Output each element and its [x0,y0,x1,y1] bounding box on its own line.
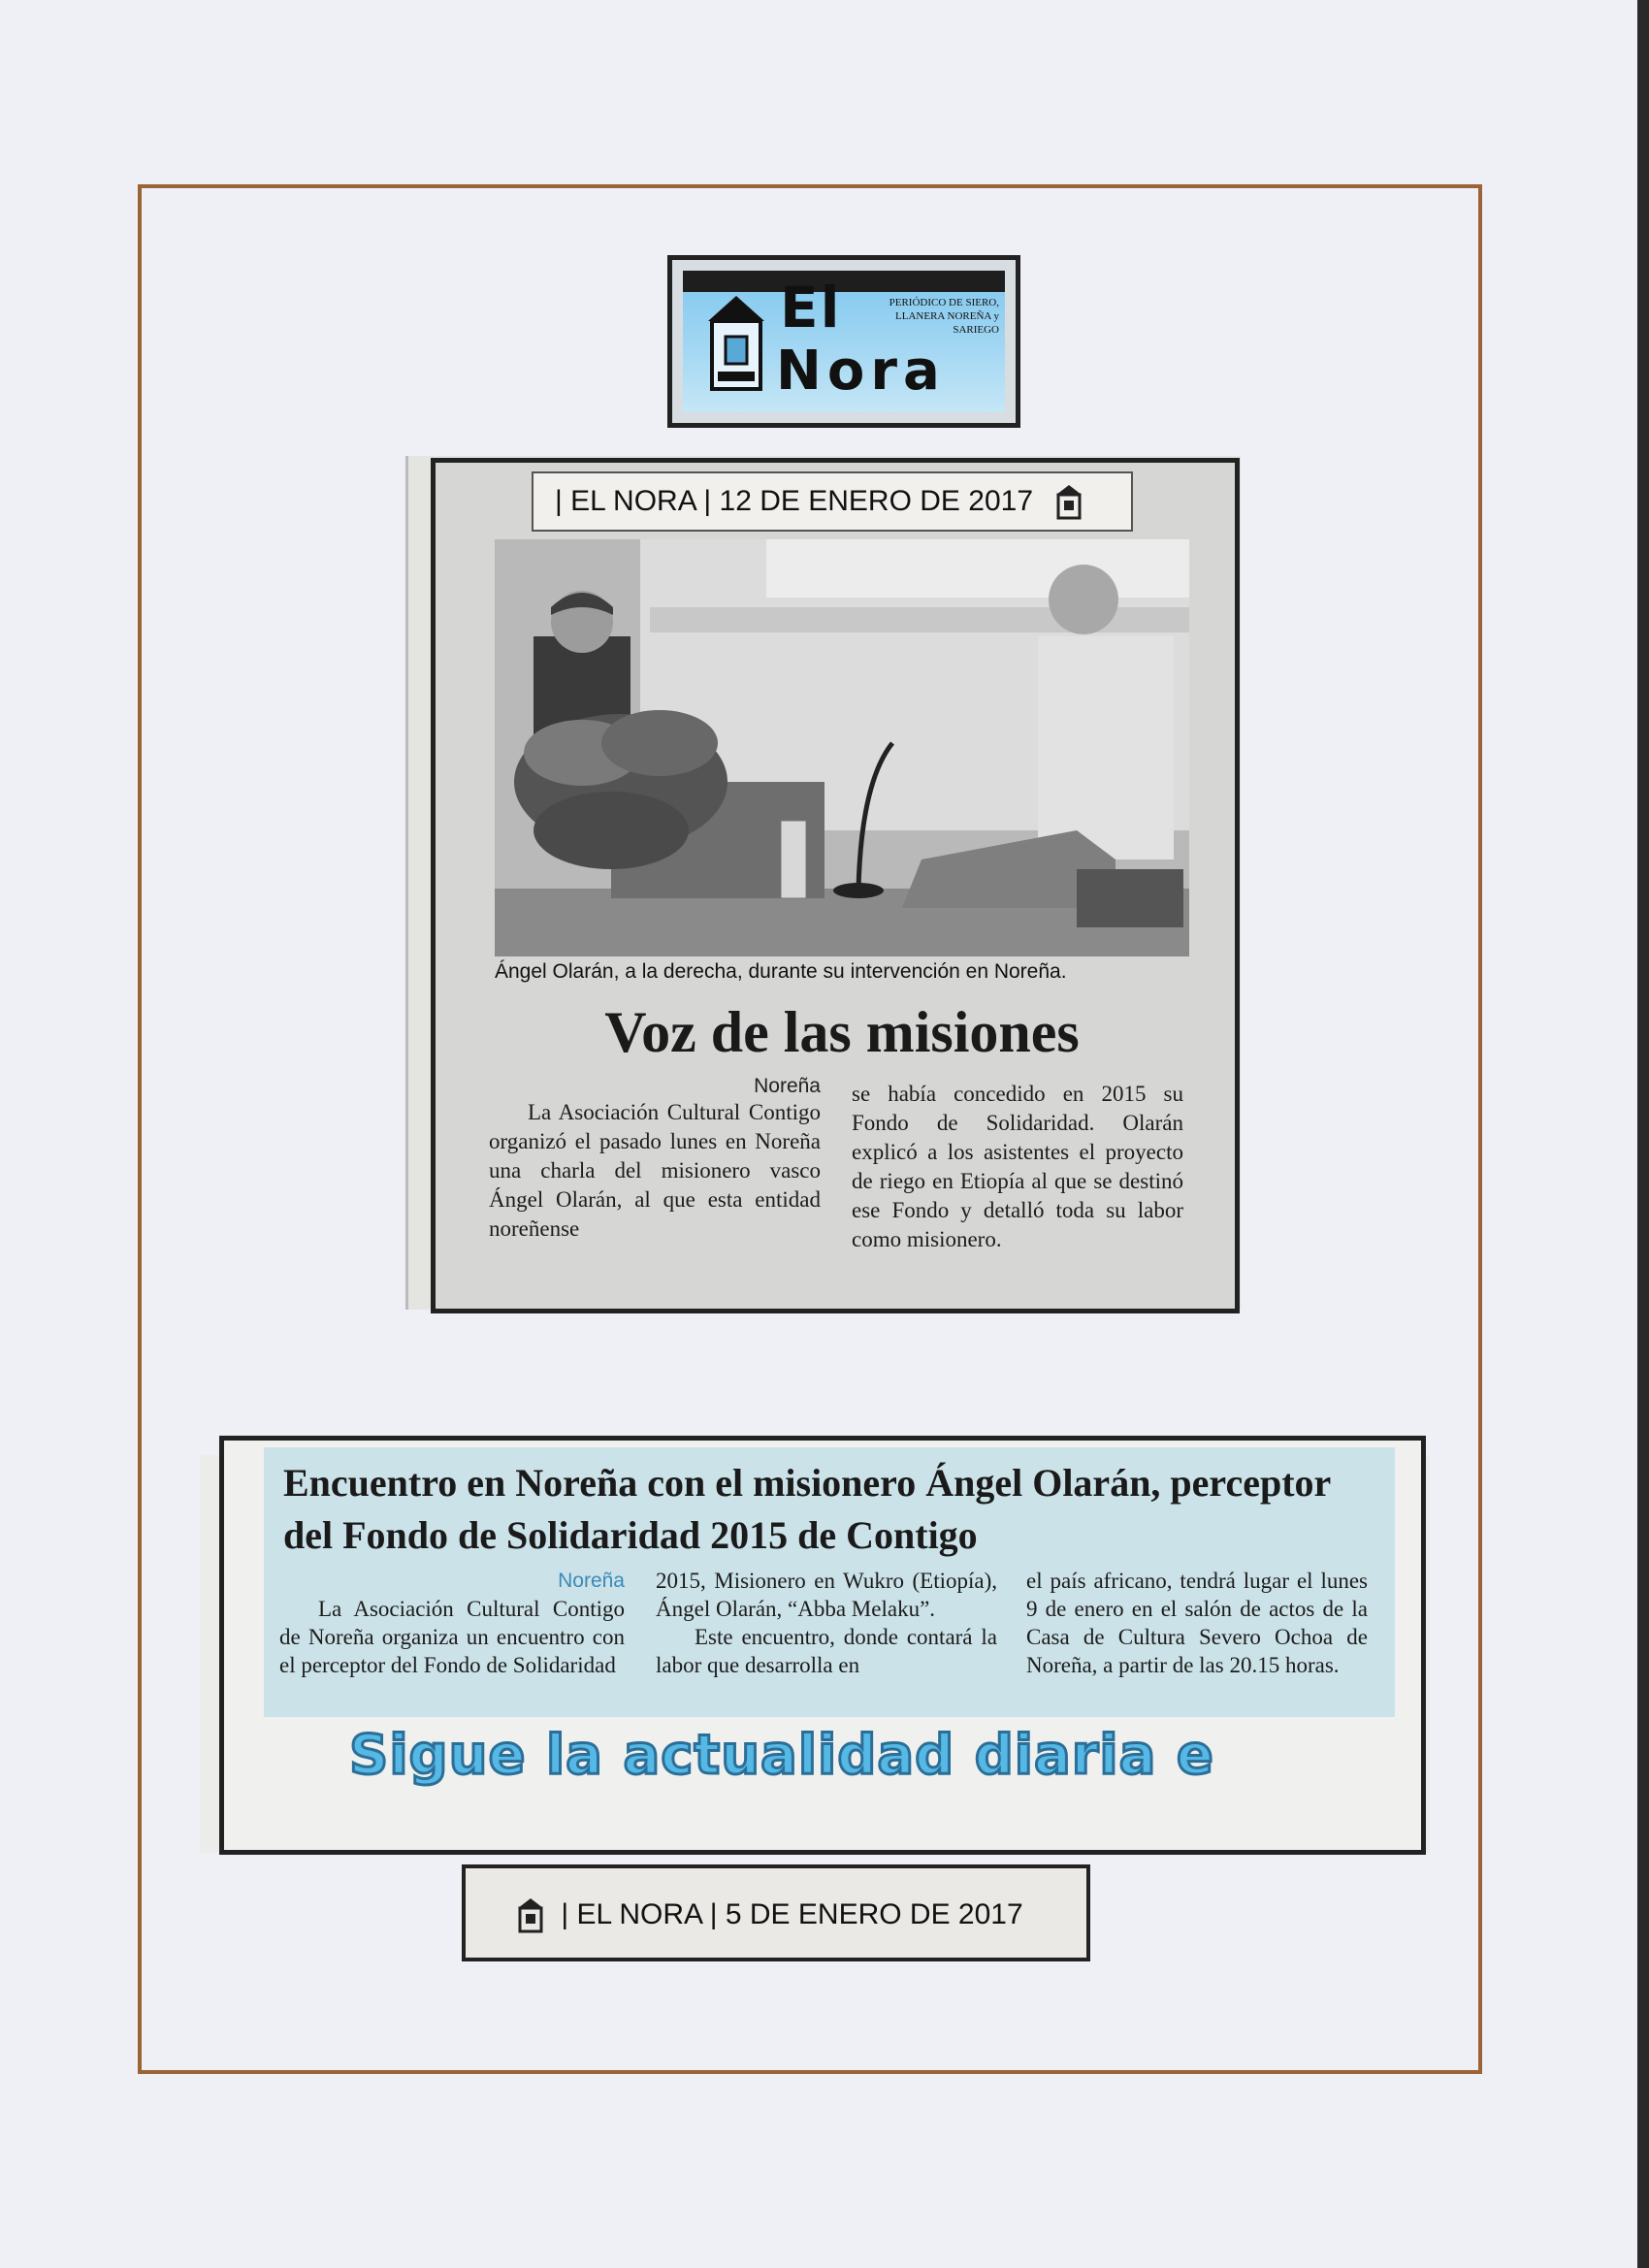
dateline-clipping-2 [462,1864,1090,1961]
article-2-body-2a: 2015, Misionero en Wukro (Etiopía), Ángel Olarán, “Abba Melaku”. [656,1569,997,1621]
dateline-text: | EL NORA | 12 DE ENERO DE 2017 [555,485,1034,517]
article-2-body-1: La Asociación Cultural Contigo de Noreña organiza un encuentro con el perceptor del Fondo de Solidaridad [279,1597,625,1677]
article-2-body-2b: Este encuentro, donde contará la labor que desarrolla en [656,1625,997,1677]
article-2-column-1 [279,1567,625,1679]
article-1-column-1 [489,1075,821,1244]
article-2-location: Noreña [558,1570,625,1592]
photo-caption: Ángel Olarán, a la derecha, durante su intervención en Noreña. [495,960,1067,983]
house-logo-icon [516,1896,545,1935]
masthead [667,255,1020,428]
headline-clipping-2: Encuentro en Noreña con el misionero Ángel Olarán, perceptor del Fondo de Solidaridad 2015 de Contigo [283,1461,1331,1557]
masthead-title-nora: Nora [776,340,946,403]
headline-clipping-1: Voz de las misiones [604,1000,1080,1064]
photo-illustration [495,539,1189,956]
dateline-text: | EL NORA | 5 DE ENERO DE 2017 [561,1898,1023,1930]
article-photo [495,539,1189,956]
article-1-location: Noreña [754,1075,821,1097]
dateline-clipping-1 [532,471,1133,532]
article-1-body-1: La Asociación Cultural Contigo organizó el pasado lunes en Noreña una charla del misionero vasco Ángel Olarán, al que esta entidad noreñense [489,1100,821,1241]
promo-banner: Sigue la actualidad diaria e [349,1724,1214,1787]
article-2-body-3: el país africano, tendrá lugar el lunes 9 de enero en el salón de actos de la Casa de Cultura Severo Ochoa de Noreña, a partir de las 20.15 horas. [1026,1569,1368,1677]
scan-edge [1637,0,1649,2268]
article-1-body-2: se había concedido en 2015 su Fondo de Solidaridad. Olarán explicó a los asistentes el proyecto de riego en Etiopía al que se destinó ese Fondo y detalló toda su labor como misionero. [852,1082,1183,1251]
masthead-title-el: El [780,275,842,340]
masthead-subtitle: PERIÓDICO DE SIERO, LLANERA NOREÑA y SARIEGO [889,297,999,336]
house-logo-icon [1054,483,1083,522]
house-logo-icon [704,288,768,395]
article-2-column-2 [656,1567,997,1679]
